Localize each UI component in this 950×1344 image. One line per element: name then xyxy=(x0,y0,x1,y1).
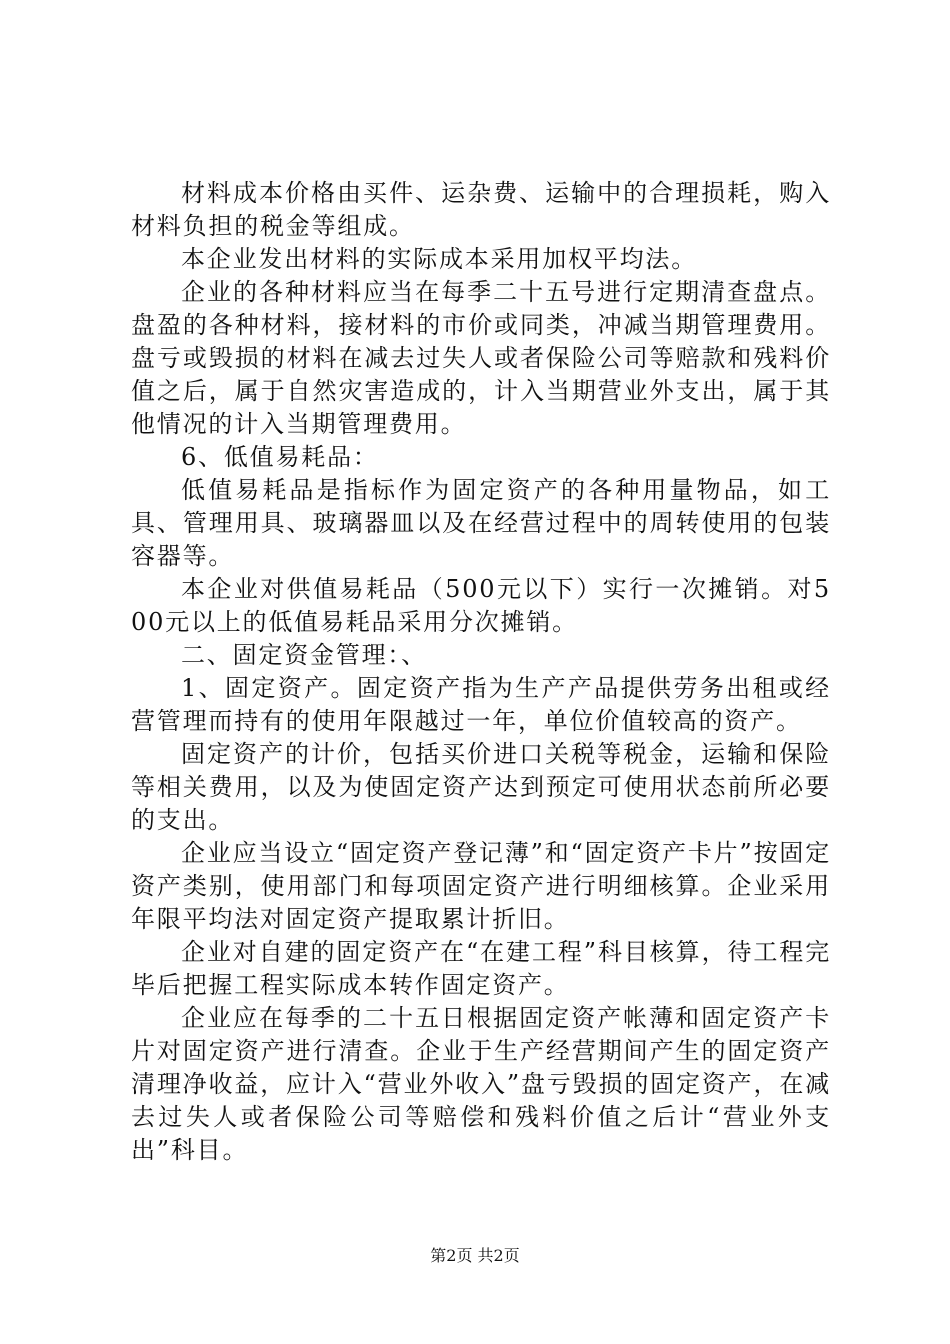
paragraph-fixed-asset-valuation: 固定资产的计价，包括买价进口关税等税金，运输和保险等相关费用，以及为使固定资产达到预定可使用状态前所必要的支出。 xyxy=(131,740,831,834)
paragraph-fixed-asset-register: 企业应当设立“固定资产登记薄”和“固定资产卡片”按固定资产类别，使用部门和每项固定资产进行明细核算。企业采用年限平均法对固定资产提取累计折旧。 xyxy=(131,839,831,933)
paragraph-fixed-asset-definition: 1、固定资产。固定资产指为生产产品提供劳务出租或经营管理而持有的使用年限越过一年，单位价值较高的资产。 xyxy=(131,674,831,735)
page-number-footer: 第2页 共2页 xyxy=(430,1246,520,1265)
paragraph-material-inventory: 企业的各种材料应当在每季二十五号进行定期清查盘点。盘盈的各种材料，接材料的市价或同类，冲减当期管理费用。盘亏或毁损的材料在减去过失人或者保险公司等赔款和残料价值之后，属于自然灾害造成的，计入当期营业外支出，属于其他情况的计入当期管理费用。 xyxy=(131,278,831,438)
document-body xyxy=(131,177,831,1167)
paragraph-construction-in-progress: 企业对自建的固定资产在“在建工程”科目核算，待工程完毕后把握工程实际成本转作固定资产。 xyxy=(131,938,831,999)
paragraph-fixed-asset-inventory: 企业应在每季的二十五日根据固定资产帐薄和固定资产卡片对固定资产进行清查。企业于生产经营期间产生的固定资产清理净收益，应计入“营业外收入”盘亏毁损的固定资产，在减去过失人或者保险公司等赔偿和残料价值之后计“营业外支出”科目。 xyxy=(131,1004,831,1164)
paragraph-weighted-average: 本企业发出材料的实际成本采用加权平均法。 xyxy=(181,245,697,273)
paragraph-fixed-fund-heading: 二、固定资金管理：、 xyxy=(181,641,427,669)
paragraph-low-value-definition: 低值易耗品是指标作为固定资产的各种用量物品，如工具、管理用具、玻璃器皿以及在经营过程中的周转使用的包装容器等。 xyxy=(131,476,831,570)
paragraph-amortization: 本企业对供值易耗品（500元以下）实行一次摊销。对500元以上的低值易耗品采用分次摊销。 xyxy=(131,575,831,636)
paragraph-material-cost: 材料成本价格由买件、运杂费、运输中的合理损耗，购入材料负担的税金等组成。 xyxy=(131,179,831,240)
paragraph-low-value-heading: 6、低值易耗品： xyxy=(181,443,379,471)
